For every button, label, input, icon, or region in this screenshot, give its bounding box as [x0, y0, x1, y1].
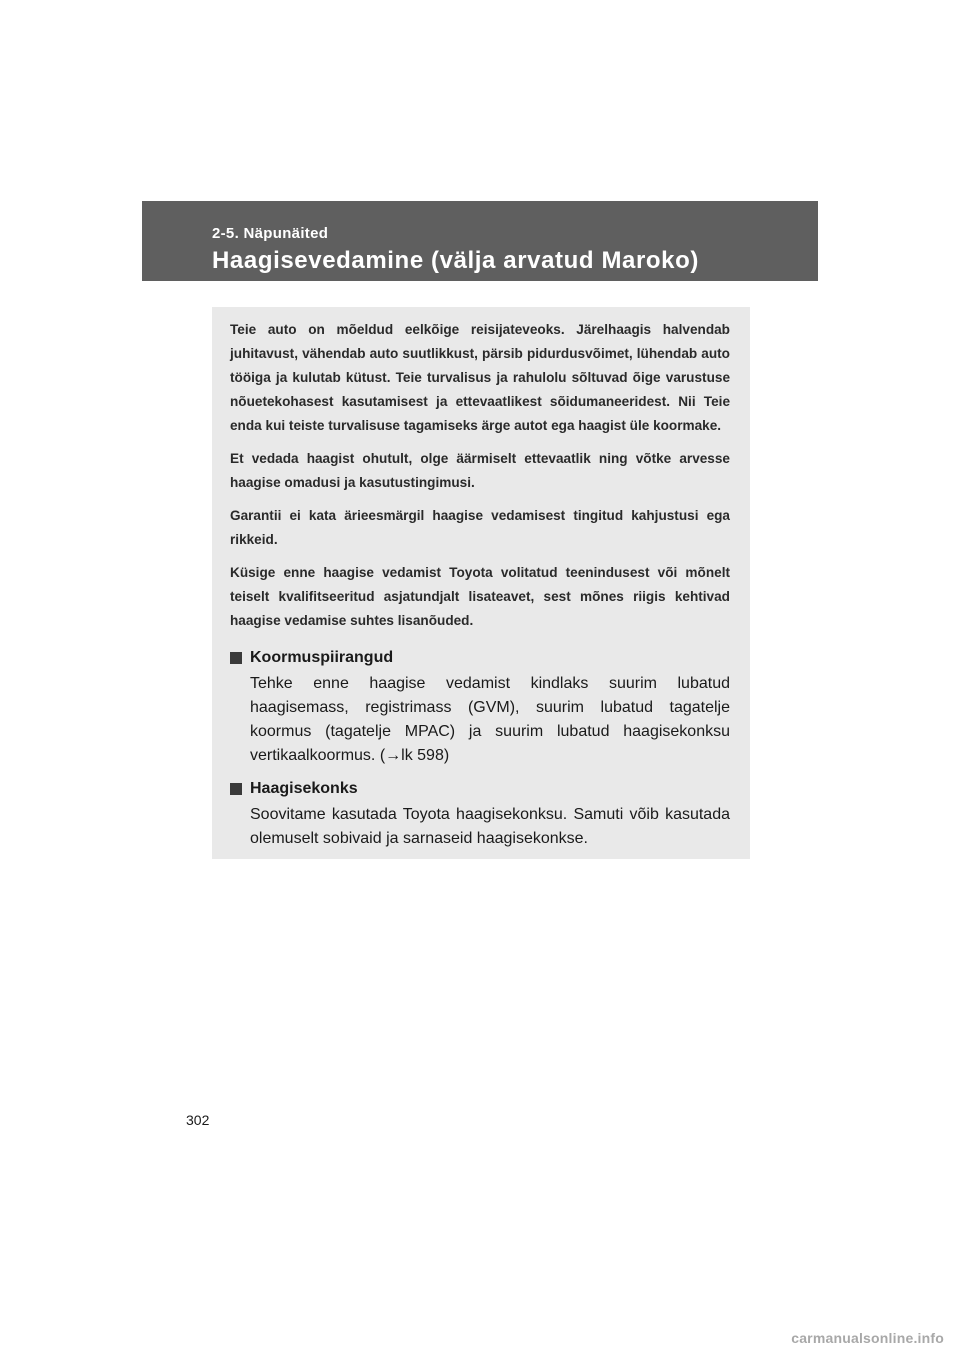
subsection-body: Soovitame kasutada Toyota haagisekonksu. Samuti võib kasutada olemuselt sobivaid ja sarnaseid haagisekonkse. — [250, 806, 730, 847]
square-bullet-icon — [230, 783, 242, 795]
right-arrow-icon: → — [385, 747, 402, 764]
subsection-title: Haagisekonks — [250, 780, 358, 797]
intro-paragraph: Garantii ei kata ärieesmärgil haagise vedamisest tingitud kahjustusi ega rikkeid. — [230, 508, 730, 547]
subsection-heading — [230, 647, 730, 669]
page-reference-link[interactable]: lk 598) — [401, 747, 450, 764]
content-box — [212, 307, 750, 859]
watermark-link[interactable]: carmanualsonline.info — [791, 1330, 944, 1346]
subsection-text: Tehke enne haagise vedamist kindlaks suurim lubatud haagisemass, registrimass (GVM), suurim lubatud tagatelje koormus (tagatelje MPAC) ja suurim lubatud haagisekonksu vertikaalkoormus. ( — [250, 675, 730, 764]
intro-paragraph: Teie auto on mõeldud eelkõige reisijateveoks. Järelhaagis halvendab juhitavust, vähendab auto suutlikkust, pärsib pidurdusvõimet, lühendab auto tööiga ja kulutab kütust. Teie turvalisus ja rahulolu sõltuvad õige varustuse nõuetekohasest kasutamisest ja ettevaatlikest sõidumaneeridest. Nii Teie enda kui teiste turvalisuse tagamiseks ärge autot ega haagist üle koormake. — [230, 322, 730, 433]
subsection-heading — [230, 778, 730, 800]
subsection-load-limits — [230, 647, 730, 768]
page-title: Haagisevedamine (välja arvatud Maroko) — [212, 247, 699, 274]
section-label: 2-5. Näpunäited — [212, 225, 329, 242]
page-number: 302 — [186, 1112, 210, 1128]
square-bullet-icon — [230, 652, 242, 664]
subsection-body — [250, 672, 730, 768]
intro-paragraph: Küsige enne haagise vedamist Toyota volitatud teenindusest või mõnelt teiselt kvalifitseeritud asjatundjalt lisateavet, sest mõnes riigis kehtivad haagise vedamise suhtes lisanõuded. — [230, 565, 730, 628]
chapter-header-band — [142, 201, 818, 281]
subsection-title: Koormuspiirangud — [250, 649, 394, 666]
intro-paragraph: Et vedada haagist ohutult, olge äärmiselt ettevaatlik ning võtke arvesse haagise omadusi ja kasutustingimusi. — [230, 451, 730, 490]
subsection-tow-hitch — [230, 778, 730, 851]
intro-text — [230, 318, 730, 633]
